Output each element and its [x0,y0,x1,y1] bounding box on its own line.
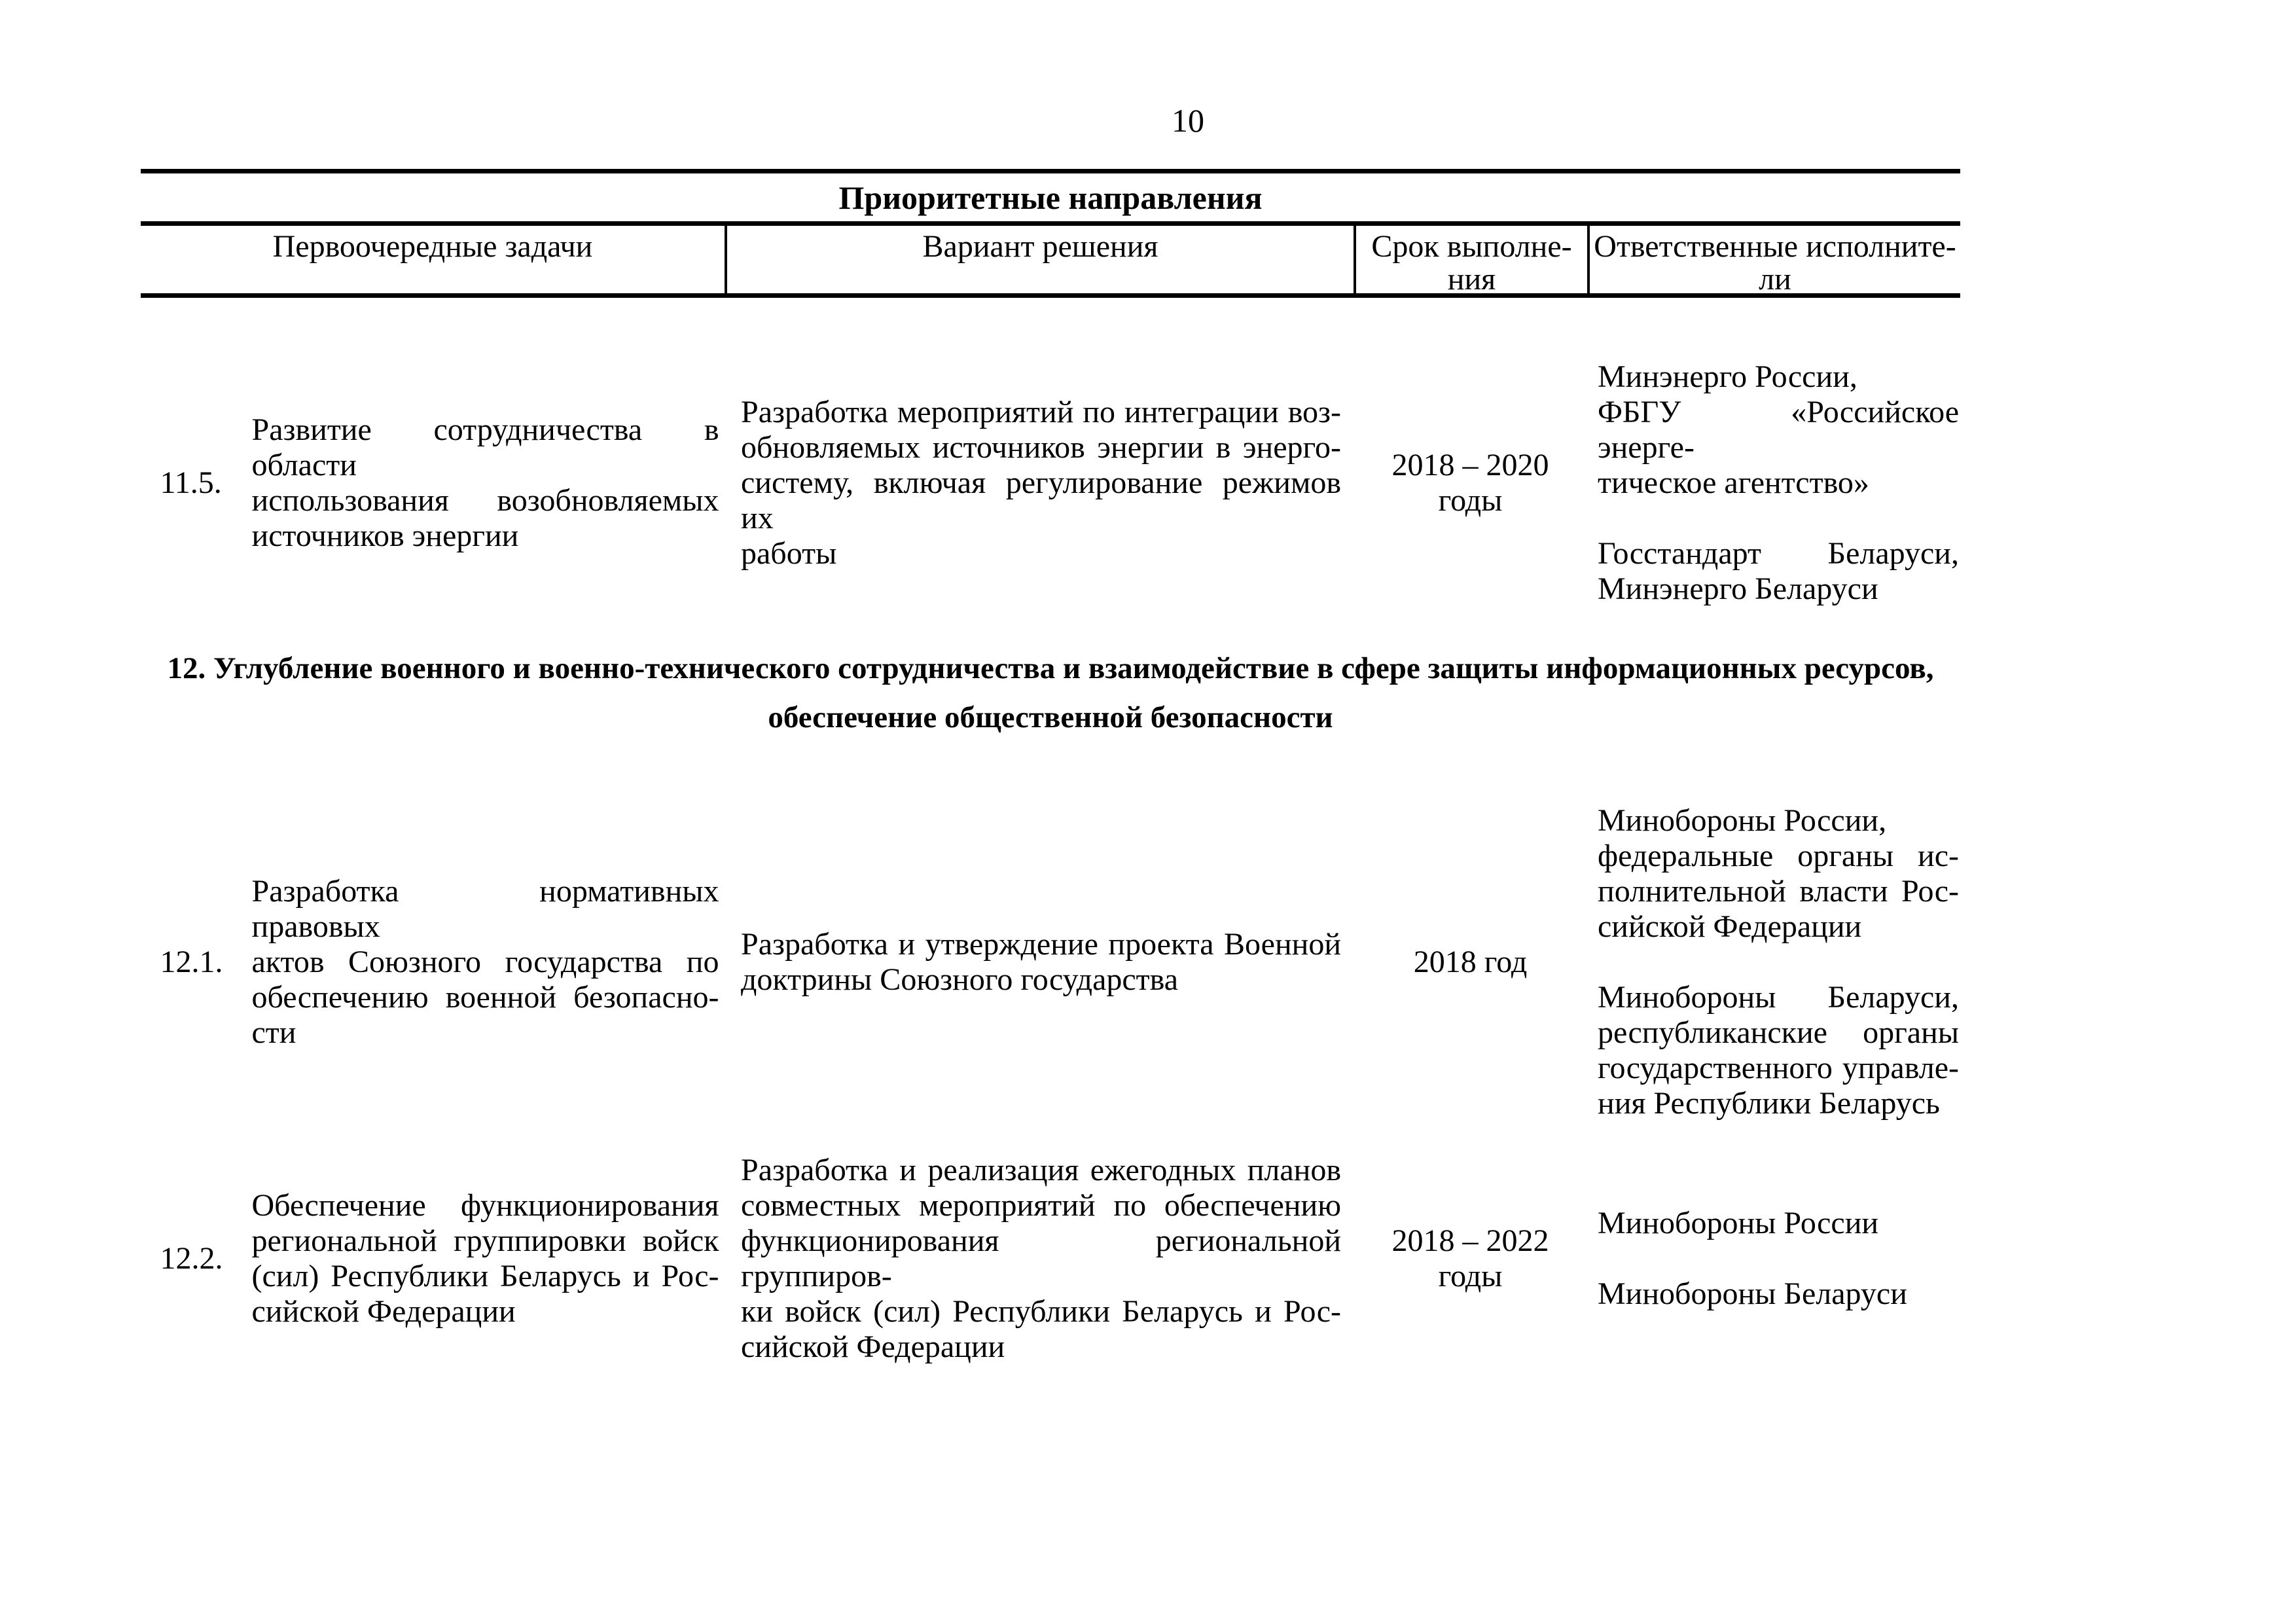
cell-responsible: Минэнерго России, ФБГУ «Российское энерге- тическое агентство» Госстандарт Беларуси, Минэнерго Беларуси [1598,359,1959,606]
row-number [147,298,252,668]
cell-task: Развитие сотрудничества в области использования возобновляемых источников энергии [251,412,719,553]
row-number-text: 12.1. [160,945,223,979]
table-title-row [141,173,1960,221]
cell-task-group [141,298,725,668]
table-header-row [141,226,1960,297]
cell-task-group [141,759,725,1165]
row-number-text: 12.2. [160,1240,223,1276]
table-title: Приоритетные направления [838,179,1263,216]
table-row [141,298,1960,668]
table-border-top [141,169,1960,173]
cell-task-group [141,1149,725,1368]
row-number-text: 11.5. [160,465,222,500]
column-header-solution: Вариант решения [725,226,1354,293]
cell-term: 2018 год [1413,945,1528,979]
cell-responsible: Минобороны России Минобороны Беларуси [1598,1205,1907,1311]
column-header-term: Срок выполне- ния [1354,226,1587,293]
cell-solution: Разработка и утверждение проекта Военной доктрины Союзного государства [741,927,1341,997]
row-number [147,759,252,1165]
page-number: 10 [1172,102,1204,139]
cell-responsible: Минобороны России, федеральные органы ис- полнительной власти Рос- сийской Федерации Минобороны Беларуси, республиканские органы государственного управле- ния Республики Беларусь [1598,803,1959,1121]
cell-solution: Разработка мероприятий по интеграции воз- обновляемых источников энергии в энерго- систему, включая регулирование режимов их работы [741,395,1341,571]
cell-solution: Разработка и реализация ежегодных планов совместных мероприятий по обеспечению функционирования региональной группиров- ки войск (сил) Республики Беларусь и Рос- сийской Федерации [741,1152,1341,1364]
cell-task: Разработка нормативных правовых актов Союзного государства по обеспечению военной безопасно- сти [251,874,719,1050]
section-heading: 12. Углубление военного и военно-технического сотрудничества и взаимодействие в сфере защиты информационных ресурсов, обеспечение общественной безопасности [167,651,1934,734]
column-header-responsible: Ответственные исполните- ли [1587,226,1960,293]
row-number [147,1149,252,1368]
cell-term: 2018 – 2022 годы [1391,1223,1549,1293]
cell-term: 2018 – 2020 годы [1391,448,1549,518]
priorities-table [141,169,1960,1364]
column-header-tasks: Первоочередные задачи [272,229,593,264]
table-row [141,759,1960,1165]
cell-task: Обеспечение функционирования региональной группировки войск (сил) Республики Беларусь и Рос- сийской Федерации [251,1187,719,1329]
table-border-under-title [141,221,1960,226]
table-row [141,1149,1960,1368]
